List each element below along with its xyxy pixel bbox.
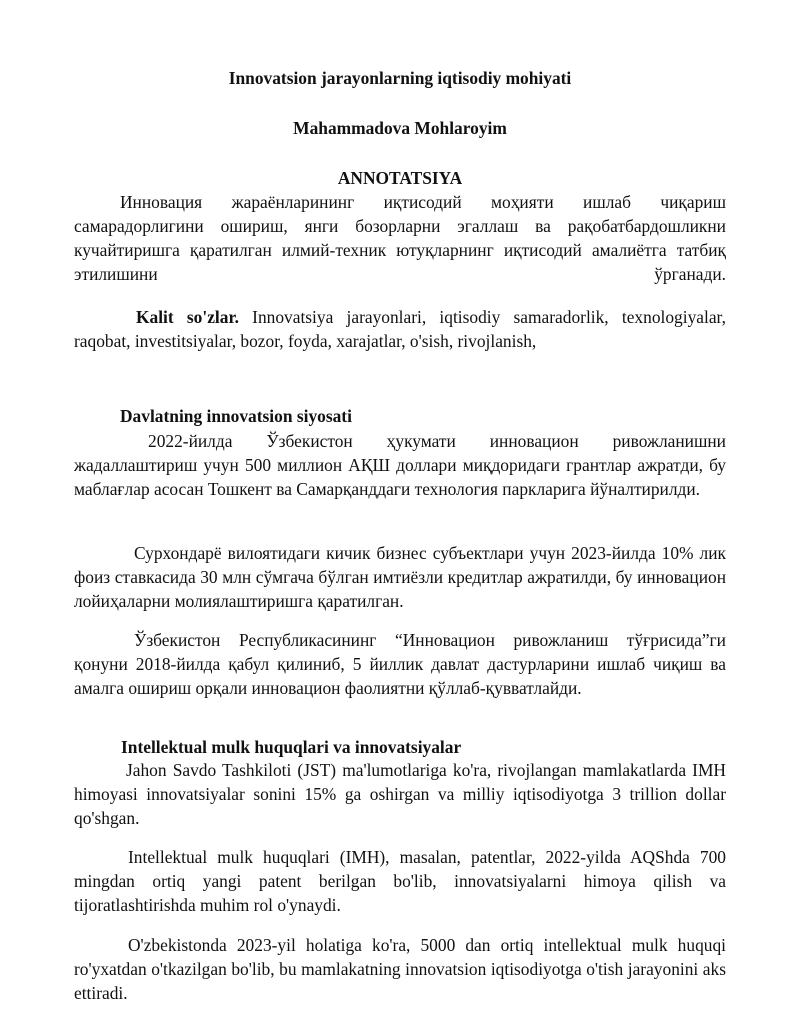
annotation-paragraph: Инновация жараёнларининг иқтисодий моҳияти ишлаб чиқариш самарадорлигини ошириш, янги бозорларни эгаллаш ва рақобатбардошликни кучайтиришга қаратилган илмий-техник ютуқларнинг иқтисодий амалиётга татбиқ этилишини ўрганади.: [74, 192, 726, 284]
section-heading: Intellektual mulk huquqlari va innovatsiyalar: [121, 737, 462, 757]
paper-title: Innovatsion jarayonlarning iqtisodiy mohiyati: [228, 68, 572, 88]
keywords-label: Kalit so'zlar.: [136, 307, 239, 327]
section-heading: Davlatning innovatsion siyosati: [120, 406, 352, 426]
keywords-text: Innovatsiya jarayonlari, iqtisodiy samaradorlik, texnologiyalar, raqobat, investitsiyalar, bozor, foyda, xarajatlar, o'sish, rivojlanish,: [74, 307, 726, 351]
annotation-heading: ANNOTATSIYA: [337, 168, 463, 188]
keywords-paragraph: [74, 305, 726, 353]
section-paragraph: O'zbekistonda 2023-yil holatiga ko'ra, 5000 dan ortiq intellektual mulk huquqi ro'yxatdan o'tkazilgan bo'lib, bu mamlakatning innovatsion iqtisodiyotga o'tish jarayonini aks ettiradi.: [74, 935, 726, 1003]
author-name: Mahammadova Mohlaroyim: [293, 118, 507, 138]
section-paragraph: 2022-йилда Ўзбекистон ҳукумати инновацион ривожланишни жадаллаштириш учун 500 миллион АҚШ доллари миқдоридаги грантлар ажратди, бу маблағлар асосан Тошкент ва Самарқанддаги технология паркларига йўналтирилди.: [74, 431, 726, 499]
section-paragraph: Intellektual mulk huquqlari (IMH), masalan, patentlar, 2022-yilda AQShda 700 mingdan ortiq yangi patent berilgan bo'lib, innovatsiyalarni himoya qilish va tijoratlashtirishda muhim rol o'ynaydi.: [74, 847, 726, 915]
section-paragraph: Jahon Savdo Tashkiloti (JST) ma'lumotlariga ko'ra, rivojlangan mamlakatlarda IMH himoyasi innovatsiyalar sonini 15% ga oshirgan va milliy iqtisodiyotga 3 trillion dollar qo'shgan.: [74, 760, 726, 828]
section-paragraph: Ўзбекистон Республикасининг “Инновацион ривожланиш тўғрисида”ги қонуни 2018-йилда қабул қилиниб, 5 йиллик давлат дастурларини ишлаб чиқиш ва амалга ошириш орқали инновацион фаолиятни қўллаб-қувватлайди.: [74, 630, 726, 698]
section-paragraph: Сурхондарё вилоятидаги кичик бизнес субъектлари учун 2023-йилда 10% лик фоиз ставкасида 30 млн сўмгача бўлган имтиёзли кредитлар ажратилди, бу инновацион лойиҳаларни молиялаштиришга қаратилган.: [74, 543, 726, 611]
